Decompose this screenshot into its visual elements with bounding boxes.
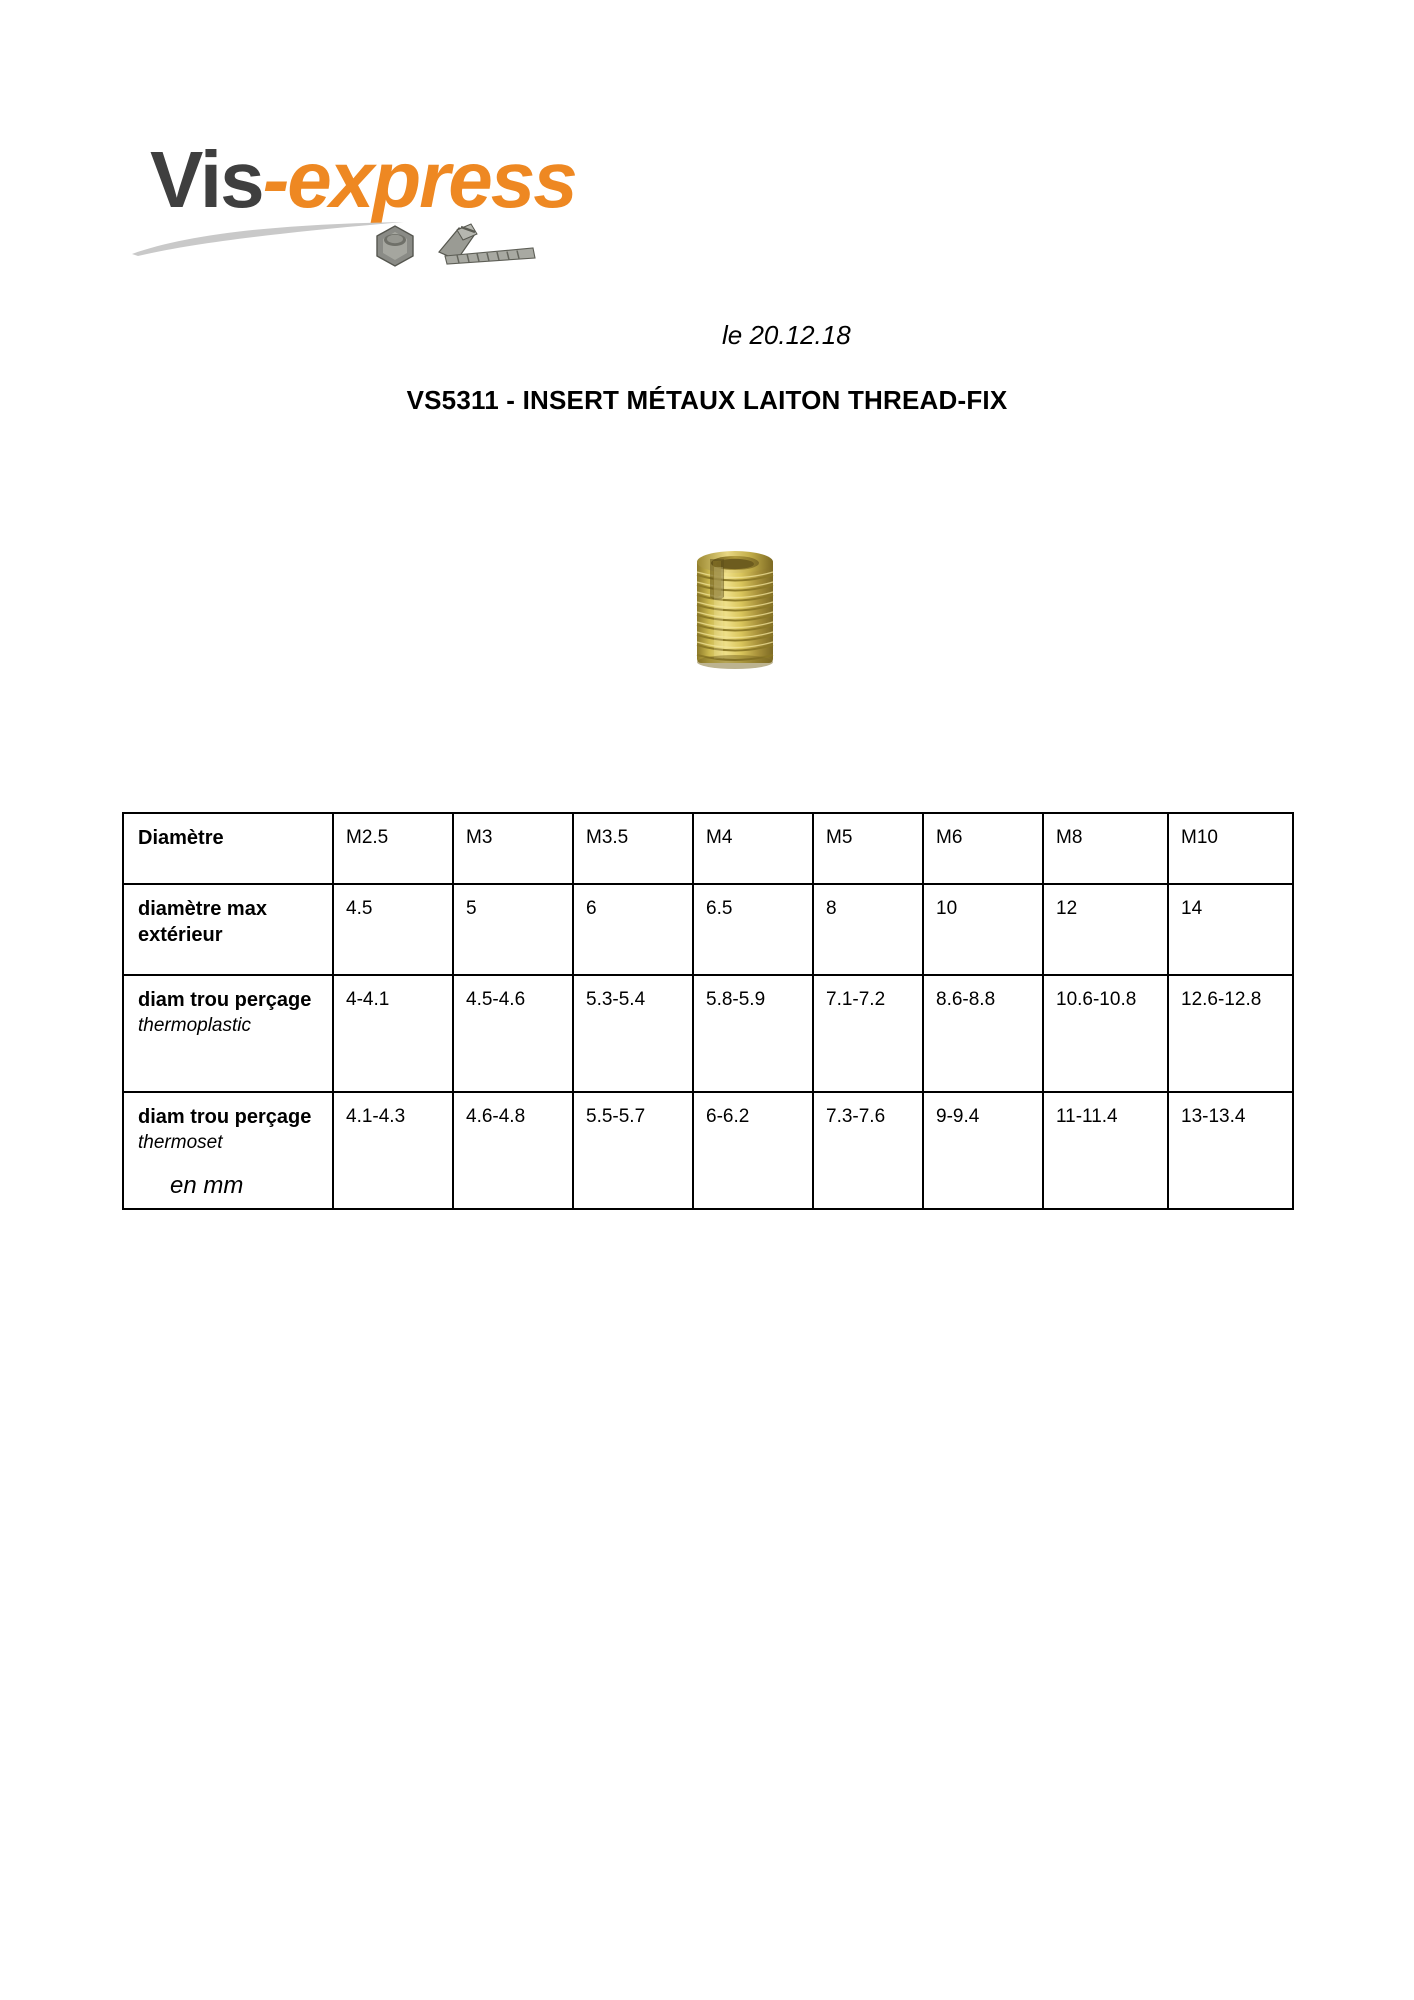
cell-value: 6-6.2 — [693, 1092, 813, 1209]
page-title: VS5311 - INSERT MÉTAUX LAITON THREAD-FIX — [406, 385, 1008, 415]
cell-value: 6.5 — [693, 884, 813, 975]
row-label-text: diamètre max extérieur — [138, 898, 267, 947]
row-label-diam-trou-percage-thermoplastic — [123, 975, 333, 1092]
cell-value: 12.6-12.8 — [1168, 975, 1293, 1092]
document-date: le 20.12.18 — [722, 320, 851, 350]
cell-value: 7.1-7.2 — [813, 975, 923, 1092]
cell-value: 12 — [1043, 884, 1168, 975]
logo-text-express: -express — [262, 135, 576, 224]
table-row — [123, 1092, 1293, 1209]
cell-value: 7.3-7.6 — [813, 1092, 923, 1209]
row-sublabel-text: thermoplastic — [138, 1015, 251, 1037]
table-header-diametre: Diamètre — [123, 813, 333, 884]
cell-value: 13-13.4 — [1168, 1092, 1293, 1209]
table-header-m10: M10 — [1168, 813, 1293, 884]
company-logo — [150, 135, 670, 300]
row-label-diametre-max-exterieur — [123, 884, 333, 975]
logo-text-vis: Vis — [150, 135, 263, 224]
specification-table-container — [122, 812, 1292, 1210]
cell-value: 4.1-4.3 — [333, 1092, 453, 1209]
cell-value: 4.5-4.6 — [453, 975, 573, 1092]
table-unit-note: en mm — [170, 1172, 244, 1199]
cell-value: 8 — [813, 884, 923, 975]
logo-hardware-icons — [365, 218, 545, 278]
cell-value: 9-9.4 — [923, 1092, 1043, 1209]
hex-nut-icon — [377, 226, 413, 266]
row-sublabel-text: thermoset — [138, 1132, 223, 1154]
cell-value: 10.6-10.8 — [1043, 975, 1168, 1092]
table-header-m2-5: M2.5 — [333, 813, 453, 884]
table-header-m8: M8 — [1043, 813, 1168, 884]
table-row — [123, 975, 1293, 1092]
screw-icon — [439, 224, 535, 264]
cell-value: 4.5 — [333, 884, 453, 975]
row-label-text: diam trou perçage — [138, 989, 312, 1011]
table-header-m6: M6 — [923, 813, 1043, 884]
cell-value: 5 — [453, 884, 573, 975]
cell-value: 6 — [573, 884, 693, 975]
logo-wordmark — [150, 135, 576, 224]
cell-value: 11-11.4 — [1043, 1092, 1168, 1209]
cell-value: 5.8-5.9 — [693, 975, 813, 1092]
product-photo-threaded-insert — [680, 545, 790, 670]
cell-value: 5.3-5.4 — [573, 975, 693, 1092]
table-header-m3-5: M3.5 — [573, 813, 693, 884]
cell-value: 4-4.1 — [333, 975, 453, 1092]
cell-value: 8.6-8.8 — [923, 975, 1043, 1092]
row-label-text: diam trou perçage — [138, 1106, 312, 1128]
cell-value: 4.6-4.8 — [453, 1092, 573, 1209]
cell-value: 5.5-5.7 — [573, 1092, 693, 1209]
table-header-m5: M5 — [813, 813, 923, 884]
table-header-row — [123, 813, 1293, 884]
table-header-m3: M3 — [453, 813, 573, 884]
table-header-m4: M4 — [693, 813, 813, 884]
cell-value: 10 — [923, 884, 1043, 975]
cell-value: 14 — [1168, 884, 1293, 975]
table-row — [123, 884, 1293, 975]
specification-table — [122, 812, 1294, 1210]
